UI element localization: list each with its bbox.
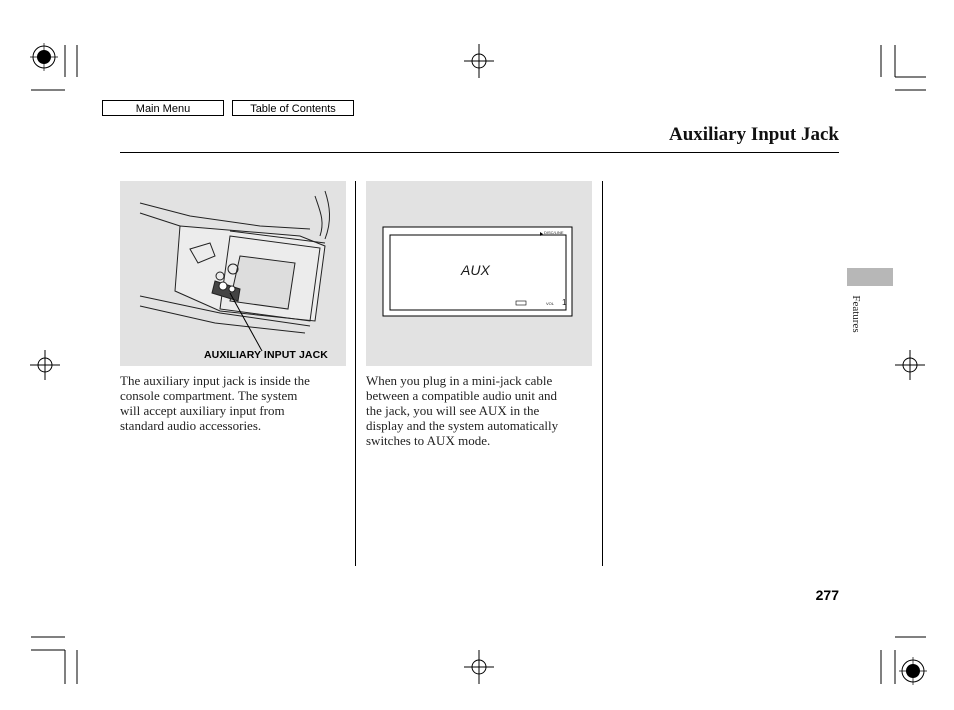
page-title: Auxiliary Input Jack (669, 124, 839, 145)
page-number: 277 (815, 587, 839, 603)
table-of-contents-button[interactable]: Table of Contents (232, 100, 354, 116)
text-line: between a compatible audio unit and (366, 388, 557, 403)
main-menu-button[interactable]: Main Menu (102, 100, 224, 116)
figure-caption: AUXILIARY INPUT JACK (204, 349, 328, 361)
crosshair-icon (464, 650, 494, 684)
left-column-text (120, 373, 350, 433)
crosshair-icon (30, 350, 60, 380)
text-line: the jack, you will see AUX in the (366, 403, 540, 418)
text-line: The auxiliary input jack is inside the (120, 373, 310, 388)
registration-target-icon (899, 657, 927, 685)
crosshair-icon (464, 44, 494, 78)
registration-target-icon (30, 43, 58, 71)
text-line: will accept auxiliary input from (120, 403, 285, 418)
text-line: console compartment. The system (120, 388, 298, 403)
text-line: display and the system automatically (366, 418, 559, 433)
text-line: When you plug in a mini-jack cable (366, 373, 553, 388)
column-divider (355, 181, 356, 566)
display-indicator-label: DISC/LINE (544, 230, 564, 235)
console-illustration (120, 181, 346, 366)
display-illustration (366, 181, 592, 366)
crosshair-icon (895, 350, 925, 380)
middle-column-text (366, 373, 598, 448)
text-line: standard audio accessories. (120, 418, 262, 433)
console-compartment-drawing (120, 181, 346, 366)
column-divider (602, 181, 603, 566)
text-line: switches to AUX mode. (366, 433, 491, 448)
display-vol-label: VOL (546, 301, 555, 306)
display-vol-value: 1 (562, 298, 567, 307)
title-rule (120, 152, 839, 153)
display-aux-text: AUX (461, 262, 490, 278)
section-tab-label: Features (850, 295, 862, 333)
